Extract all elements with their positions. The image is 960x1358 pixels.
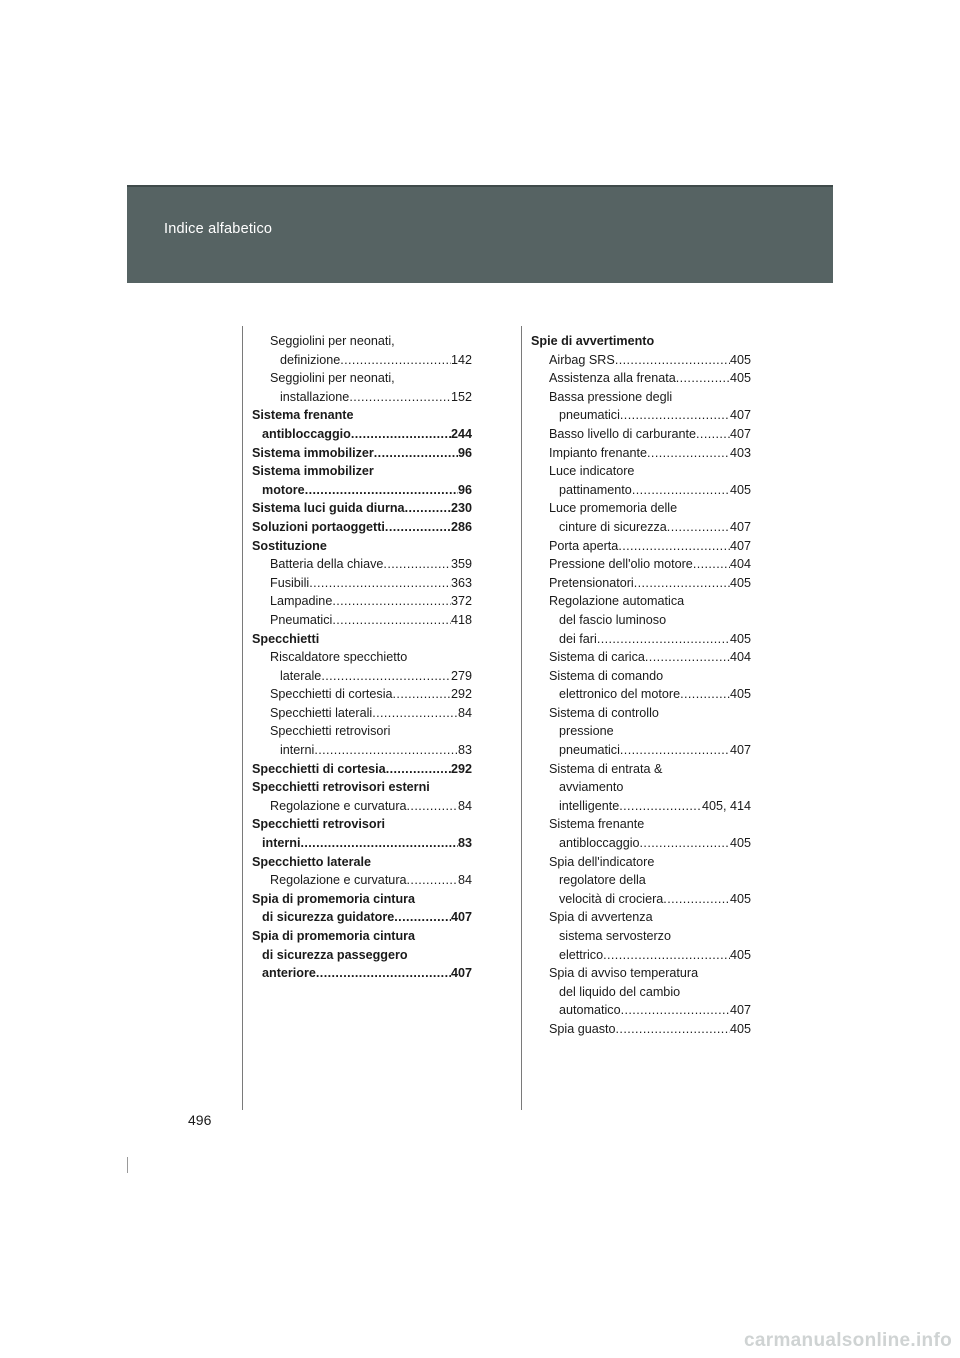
index-heading xyxy=(252,908,472,927)
entry-page-ref: 405 xyxy=(729,1021,751,1036)
index-heading xyxy=(252,406,472,425)
leader-dots xyxy=(332,611,451,630)
entry-text: antibloccaggio xyxy=(262,426,351,441)
index-entry xyxy=(531,1001,751,1020)
entry-text: Sostituzione xyxy=(252,538,327,553)
leader-dots xyxy=(407,797,458,816)
index-entry xyxy=(531,425,751,444)
index-heading xyxy=(252,964,472,983)
section-title: Indice alfabetico xyxy=(164,221,273,237)
entry-text: Regolazione e curvatura xyxy=(270,873,407,888)
entry-text: pressione xyxy=(559,724,614,739)
index-heading xyxy=(252,518,472,537)
entry-text: Spia di promemoria cintura xyxy=(252,929,416,943)
entry-text: Airbag SRS xyxy=(549,352,615,367)
leader-dots xyxy=(597,630,730,649)
entry-text: motore xyxy=(262,482,305,497)
entry-text: Regolazione e curvatura xyxy=(270,798,407,813)
entry-text: Specchietti xyxy=(252,631,320,646)
entry-page-ref: 279 xyxy=(450,668,472,683)
entry-text: Spia dell'indicatore xyxy=(549,854,655,869)
entry-text: definizione xyxy=(280,352,341,367)
entry-text: Lampadine xyxy=(270,594,333,609)
index-entry xyxy=(531,592,751,611)
leader-dots xyxy=(407,871,458,890)
entry-text: Sistema immobilizer xyxy=(252,464,374,479)
index-entry xyxy=(531,704,751,723)
leader-dots xyxy=(374,444,458,463)
index-entry xyxy=(252,388,472,407)
entry-text: Specchietti retrovisori xyxy=(252,817,385,832)
index-entry xyxy=(531,406,751,425)
entry-text: Sistema di controllo xyxy=(549,705,659,720)
entry-page-ref: 407 xyxy=(729,426,751,441)
entry-text: Riscaldatore specchietto xyxy=(270,650,408,665)
leader-dots xyxy=(314,741,458,760)
entry-page-ref: 142 xyxy=(450,352,472,367)
entry-text: Sistema immobilizer xyxy=(252,445,374,460)
index-entry xyxy=(531,648,751,667)
entry-page-ref: 372 xyxy=(450,594,472,609)
entry-text: Pneumatici xyxy=(270,612,333,627)
index-entry xyxy=(252,574,472,593)
entry-text: pneumatici xyxy=(559,408,620,423)
entry-page-ref: 404 xyxy=(729,650,751,665)
entry-text: intelligente xyxy=(559,798,620,813)
leader-dots xyxy=(305,481,458,500)
entry-text: Seggiolini per neonati, xyxy=(270,371,395,386)
entry-page-ref: 359 xyxy=(450,557,472,572)
entry-text: Specchietti di cortesia xyxy=(270,687,393,702)
leader-dots xyxy=(383,555,451,574)
index-entry xyxy=(531,555,751,574)
entry-text: Spia di avvertenza xyxy=(549,910,653,925)
entry-page-ref: 230 xyxy=(450,501,472,516)
index-heading xyxy=(252,537,472,556)
index-entry xyxy=(531,611,751,630)
index-entry xyxy=(531,946,751,965)
index-entry xyxy=(531,834,751,853)
entry-page-ref: 405 xyxy=(729,947,751,962)
index-entry xyxy=(252,797,472,816)
index-column-right xyxy=(531,332,751,1039)
leader-dots xyxy=(696,425,730,444)
index-entry xyxy=(531,481,751,500)
entry-text: Spia guasto xyxy=(549,1021,616,1036)
entry-text: dei fari xyxy=(559,631,597,646)
index-entry xyxy=(252,667,472,686)
index-entry xyxy=(531,369,751,388)
entry-page-ref: 407 xyxy=(729,538,751,553)
leader-dots xyxy=(615,351,730,370)
entry-text: sistema servosterzo xyxy=(559,929,671,943)
entry-text: di sicurezza passeggero xyxy=(262,947,408,962)
leader-dots xyxy=(667,518,730,537)
leader-dots xyxy=(676,369,730,388)
index-entry xyxy=(531,890,751,909)
entry-page-ref: 405 xyxy=(729,836,751,851)
index-heading xyxy=(252,760,472,779)
entry-text: Luce indicatore xyxy=(549,464,635,479)
entry-text: Sistema frenante xyxy=(252,408,354,423)
index-heading xyxy=(252,462,472,481)
index-heading xyxy=(252,630,472,649)
entry-text: del fascio luminoso xyxy=(559,612,667,627)
index-entry xyxy=(252,685,472,704)
leader-dots xyxy=(645,648,730,667)
leader-dots xyxy=(647,444,730,463)
leader-dots xyxy=(618,537,730,556)
index-entry xyxy=(531,630,751,649)
entry-text: interni xyxy=(280,743,315,758)
entry-text: Sistema frenante xyxy=(549,817,645,832)
index-entry xyxy=(531,499,751,518)
index-entry xyxy=(252,704,472,723)
entry-page-ref: 244 xyxy=(450,426,472,441)
entry-text: Soluzioni portaoggetti xyxy=(252,519,385,534)
entry-page-ref: 418 xyxy=(450,612,472,627)
entry-text: Sistema luci guida diurna xyxy=(252,501,405,516)
leader-dots xyxy=(634,574,730,593)
leader-dots xyxy=(393,685,451,704)
index-entry xyxy=(252,332,472,351)
leader-dots xyxy=(620,406,730,425)
index-entry xyxy=(531,537,751,556)
index-entry xyxy=(531,351,751,370)
page-number: 496 xyxy=(188,1112,212,1128)
entry-page-ref: 405 xyxy=(729,631,751,646)
index-heading xyxy=(531,332,751,351)
entry-page-ref: 286 xyxy=(450,519,472,534)
leader-dots xyxy=(603,946,730,965)
entry-text: Specchietto laterale xyxy=(252,854,371,869)
leader-dots xyxy=(372,704,458,723)
leader-dots xyxy=(405,499,451,518)
entry-text: Pressione dell'olio motore xyxy=(549,557,693,572)
index-entry xyxy=(252,741,472,760)
leader-dots xyxy=(386,760,451,779)
entry-text: laterale xyxy=(280,668,322,683)
entry-page-ref: 363 xyxy=(450,575,472,590)
index-entry xyxy=(531,983,751,1002)
entry-text: Regolazione automatica xyxy=(549,594,685,609)
entry-text: elettrico xyxy=(559,947,604,962)
index-entry xyxy=(531,388,751,407)
index-heading xyxy=(252,499,472,518)
index-heading xyxy=(252,481,472,500)
index-entry xyxy=(531,685,751,704)
index-entry xyxy=(531,853,751,872)
index-entry xyxy=(531,444,751,463)
leader-dots xyxy=(349,388,451,407)
index-heading xyxy=(252,853,472,872)
entry-text: Sistema di comando xyxy=(549,668,664,683)
index-entry xyxy=(252,611,472,630)
entry-page-ref: 407 xyxy=(450,966,472,981)
entry-page-ref: 405, 414 xyxy=(701,798,751,813)
index-entry xyxy=(531,871,751,890)
entry-text: regolatore della xyxy=(559,873,646,888)
leader-dots xyxy=(621,1001,730,1020)
index-entry xyxy=(252,369,472,388)
entry-text: cinture di sicurezza xyxy=(559,519,667,534)
index-heading xyxy=(252,815,472,834)
entry-page-ref: 152 xyxy=(450,389,472,404)
entry-text: Specchietti retrovisori esterni xyxy=(252,780,430,795)
index-heading xyxy=(252,425,472,444)
entry-text: Spia di avviso temperatura xyxy=(549,966,699,981)
index-heading xyxy=(252,946,472,965)
entry-page-ref: 292 xyxy=(450,687,472,702)
entry-page-ref: 84 xyxy=(457,798,472,813)
entry-text: Seggiolini per neonati, xyxy=(270,334,395,348)
entry-text: Basso livello di carburante xyxy=(549,426,697,441)
index-heading xyxy=(252,444,472,463)
entry-text: Batteria della chiave xyxy=(270,557,384,572)
entry-page-ref: 404 xyxy=(729,557,751,572)
entry-page-ref: 405 xyxy=(729,482,751,497)
entry-page-ref: 407 xyxy=(450,910,472,925)
index-entry xyxy=(531,574,751,593)
leader-dots xyxy=(619,797,702,816)
crop-mark xyxy=(127,1157,128,1173)
entry-text: Impianto frenante xyxy=(549,445,648,460)
entry-text: pneumatici xyxy=(559,743,620,758)
index-entry xyxy=(252,351,472,370)
entry-text: antibloccaggio xyxy=(559,836,640,851)
entry-text: Sistema di entrata & xyxy=(549,761,663,776)
entry-page-ref: 405 xyxy=(729,687,751,702)
entry-text: Specchietti di cortesia xyxy=(252,761,386,776)
entry-page-ref: 407 xyxy=(729,1003,751,1018)
entry-text: Luce promemoria delle xyxy=(549,501,678,516)
leader-dots xyxy=(394,908,451,927)
entry-text: Bassa pressione degli xyxy=(549,389,673,404)
index-entry xyxy=(531,741,751,760)
entry-text: avviamento xyxy=(559,780,624,795)
entry-text: Fusibili xyxy=(270,575,310,590)
leader-dots xyxy=(309,574,451,593)
index-entry xyxy=(531,815,751,834)
leader-dots xyxy=(663,890,730,909)
index-entry xyxy=(531,927,751,946)
leader-dots xyxy=(680,685,730,704)
entry-page-ref: 407 xyxy=(729,519,751,534)
index-entry xyxy=(252,592,472,611)
index-heading xyxy=(252,890,472,909)
entry-page-ref: 407 xyxy=(729,743,751,758)
leader-dots xyxy=(616,1020,730,1039)
leader-dots xyxy=(340,351,451,370)
index-entry xyxy=(531,797,751,816)
entry-page-ref: 405 xyxy=(729,371,751,386)
index-entry xyxy=(531,667,751,686)
index-entry xyxy=(531,1020,751,1039)
leader-dots xyxy=(321,667,451,686)
leader-dots xyxy=(640,834,730,853)
entry-text: velocità di crociera xyxy=(559,891,664,906)
column-divider-left xyxy=(242,326,243,1110)
entry-text: Spie di avvertimento xyxy=(531,334,655,348)
entry-text: interni xyxy=(262,836,301,851)
entry-page-ref: 407 xyxy=(729,408,751,423)
entry-page-ref: 83 xyxy=(457,743,472,758)
column-divider-right xyxy=(521,326,522,1110)
section-header-band xyxy=(127,185,833,283)
entry-page-ref: 83 xyxy=(457,836,472,851)
leader-dots xyxy=(332,592,451,611)
index-entry xyxy=(531,908,751,927)
entry-page-ref: 96 xyxy=(457,482,472,497)
leader-dots xyxy=(300,834,458,853)
index-entry xyxy=(531,760,751,779)
index-entry xyxy=(252,871,472,890)
entry-page-ref: 96 xyxy=(457,445,472,460)
entry-text: installazione xyxy=(280,389,350,404)
index-heading xyxy=(252,834,472,853)
entry-text: Specchietti laterali xyxy=(270,705,373,720)
entry-text: Specchietti retrovisori xyxy=(270,724,391,739)
entry-text: del liquido del cambio xyxy=(559,984,681,999)
leader-dots xyxy=(632,481,730,500)
leader-dots xyxy=(693,555,730,574)
entry-text: Spia di promemoria cintura xyxy=(252,891,416,906)
index-entry xyxy=(531,722,751,741)
index-entry xyxy=(531,518,751,537)
index-entry xyxy=(252,555,472,574)
entry-page-ref: 405 xyxy=(729,575,751,590)
index-entry xyxy=(531,964,751,983)
entry-text: automatico xyxy=(559,1003,621,1018)
entry-text: Pretensionatori xyxy=(549,575,634,590)
entry-page-ref: 292 xyxy=(450,761,472,776)
leader-dots xyxy=(316,964,451,983)
index-entry xyxy=(531,778,751,797)
index-entry xyxy=(252,648,472,667)
entry-text: Assistenza alla frenata xyxy=(549,371,676,386)
entry-page-ref: 403 xyxy=(729,445,751,460)
entry-page-ref: 405 xyxy=(729,891,751,906)
entry-text: elettronico del motore xyxy=(559,687,681,702)
index-heading xyxy=(252,927,472,946)
entry-text: di sicurezza guidatore xyxy=(262,910,395,925)
index-column-left xyxy=(252,332,472,983)
entry-text: pattinamento xyxy=(559,482,632,497)
leader-dots xyxy=(620,741,730,760)
index-heading xyxy=(252,778,472,797)
entry-page-ref: 405 xyxy=(729,352,751,367)
entry-text: Sistema di carica xyxy=(549,650,645,665)
entry-text: Porta aperta xyxy=(549,538,619,553)
entry-page-ref: 84 xyxy=(457,705,472,720)
leader-dots xyxy=(385,518,451,537)
entry-text: anteriore xyxy=(262,966,316,981)
index-entry xyxy=(252,722,472,741)
leader-dots xyxy=(351,425,451,444)
index-entry xyxy=(531,462,751,481)
watermark-text: carmanualsonline.info xyxy=(744,1330,952,1351)
entry-page-ref: 84 xyxy=(457,873,472,888)
